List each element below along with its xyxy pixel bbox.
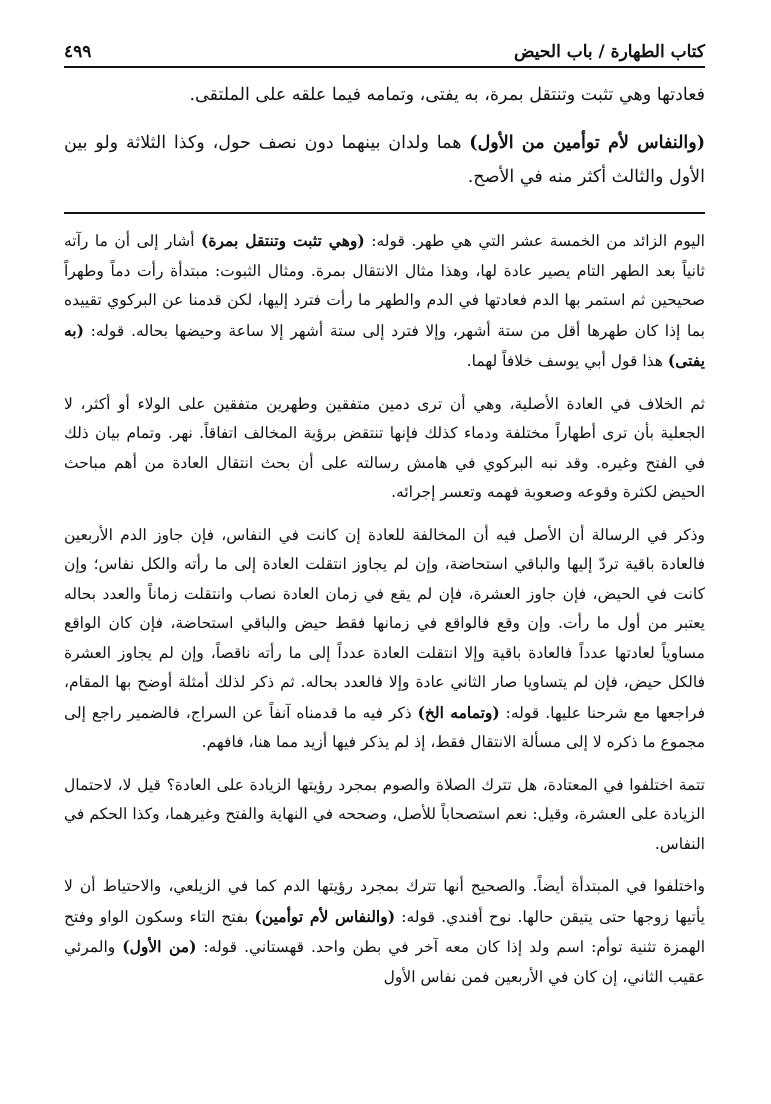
- commentary-text: [64, 226, 705, 992]
- quoted-phrase: (به يفتى): [64, 320, 705, 370]
- matn-text: [64, 78, 705, 194]
- quoted-phrase: (من الأول): [122, 937, 197, 956]
- commentary-paragraph-3: وذكر في الرسالة أن الأصل فيه أن المخالفة للعادة إن كانت في النفاس، فإن جاوز الدم الأربعين فالعادة باقية تردّ إليها والباقي استحاضة، وإن لم يجاوز انتقلت العادة إلى ما رأته والكل نفاس؛ وإن كانت في الحيض، فإن جاوز العشرة، فإن لم يقع في زمان العادة نصاب وانتقلت زماناً والعدد بحاله يعتبر من أول ما رأت. وإن وقع فالواقع في زمانها فقط حيض والباقي استحاضة، فإن كان الواقع مساوياً لعادتها عدداً فالعادة باقية وإلا انتقلت العادة عدداً إلى ما رأته ناقصاً، وإن لم يجاوز العشرة فالكل حيض، فإن لم يتساويا صار الثاني عادة وإلا فالعدد بحاله. ثم ذكر لذلك أمثلة أوضح بها المقام، فراجعها مع شرحنا عليها. قوله: (وتمامه الخ) ذكر فيه ما قدمناه آنفاً عن السراج، فالضمير راجع إلى مجموع ما ذكره لا إلى مسألة الانتقال فقط، إذ لم يذكر فيها أزيد مما هنا، فافهم.: [64, 525, 706, 751]
- commentary-paragraph-1: اليوم الزائد من الخمسة عشر التي هي طهر. قوله: (وهي تثبت وتنتقل بمرة) أشار إلى أن ما رآته ثانياً بعد الطهر التام يصير عادة لها، وهذا مثال الانتقال بمرة. ومثال الثبوت: مبتدأة رأت دماً وطهراً صحيحين ثم استمر بها الدم فعادتها في الدم والطهر ما رأت فترد إليها، لكن قدمنا عن البركوي تقييده بما إذا كان طهرها أقل من ستة أشهر، وإلا فترد إلى ستة أشهر إلا ساعة وحيضها بحاله. قوله: (به يفتى) هذا قول أبي يوسف خلافاً لهما.: [64, 231, 705, 370]
- section-rule: [64, 212, 705, 214]
- running-title: كتاب الطهارة / باب الحيض: [513, 42, 705, 62]
- commentary-paragraph-5: واختلفوا في المبتدأة أيضاً. والصحيح أنها تترك بمجرد رؤيتها الدم كما في الزيلعي، والاحتياط أن لا يأتيها زوجها حتى يتيقن حالها. نوح أفندي. قوله: (والنفاس لأم توأمين) بفتح التاء وسكون الواو وفتح الهمزة تثنية توأم: اسم ولد إذا كان معه آخر في بطن واحد. قهستاني. قوله: (من الأول) والمرئي عقيب الثاني، إن كان في الأربعين فمن نفاس الأول: [64, 877, 706, 986]
- commentary-paragraph-2: ثم الخلاف في العادة الأصلية، وهي أن ترى دمين متفقين وطهرين متفقين على الولاء أو أكثر، لا الجعلية بأن ترى أطهاراً مختلفة ودماء كذلك فإنها تنتقض برؤية المخالف اتفاقاً. نهر. وتمام بيان ذلك في الفتح وغيره. وقد نبه البركوي في هامش رسالته على أن بحث انتقال العادة من أهم مباحث الحيض لكثرة وقوعه وصعوبة فهمه وتعسر إجرائه.: [64, 394, 705, 501]
- header-rule: [64, 66, 705, 68]
- matn-keyword: (والنفاس لأم توأمين من الأول): [469, 133, 705, 153]
- running-header: [64, 36, 705, 62]
- quoted-phrase: (وهي تثبت وتنتقل بمرة): [201, 231, 365, 250]
- matn-paragraph-2: (والنفاس لأم توأمين من الأول) هما ولدان بينهما دون نصف حول، وكذا الثلاثة ولو بين الأول والثالث أكثر منه في الأصح.: [64, 133, 705, 187]
- commentary-paragraph-4: تتمة اختلفوا في المعتادة، هل تترك الصلاة والصوم بمجرد رؤيتها الزيادة على العادة؟ قيل لا، لاحتمال الزيادة على العشرة، وقيل: نعم استصحاباً للأصل، وصححه في النهاية والفتح وغيرهما، وكذا الحكم في النفاس.: [64, 775, 705, 853]
- quoted-phrase: (وتمامه الخ): [417, 702, 500, 722]
- page-number: ٤٩٩: [64, 42, 92, 62]
- quoted-phrase: (والنفاس لأم توأمين): [254, 906, 396, 926]
- matn-paragraph-1: فعادتها وهي تثبت وتنتقل بمرة، به يفتى، وتمامه فيما علقه على الملتقى.: [189, 85, 705, 105]
